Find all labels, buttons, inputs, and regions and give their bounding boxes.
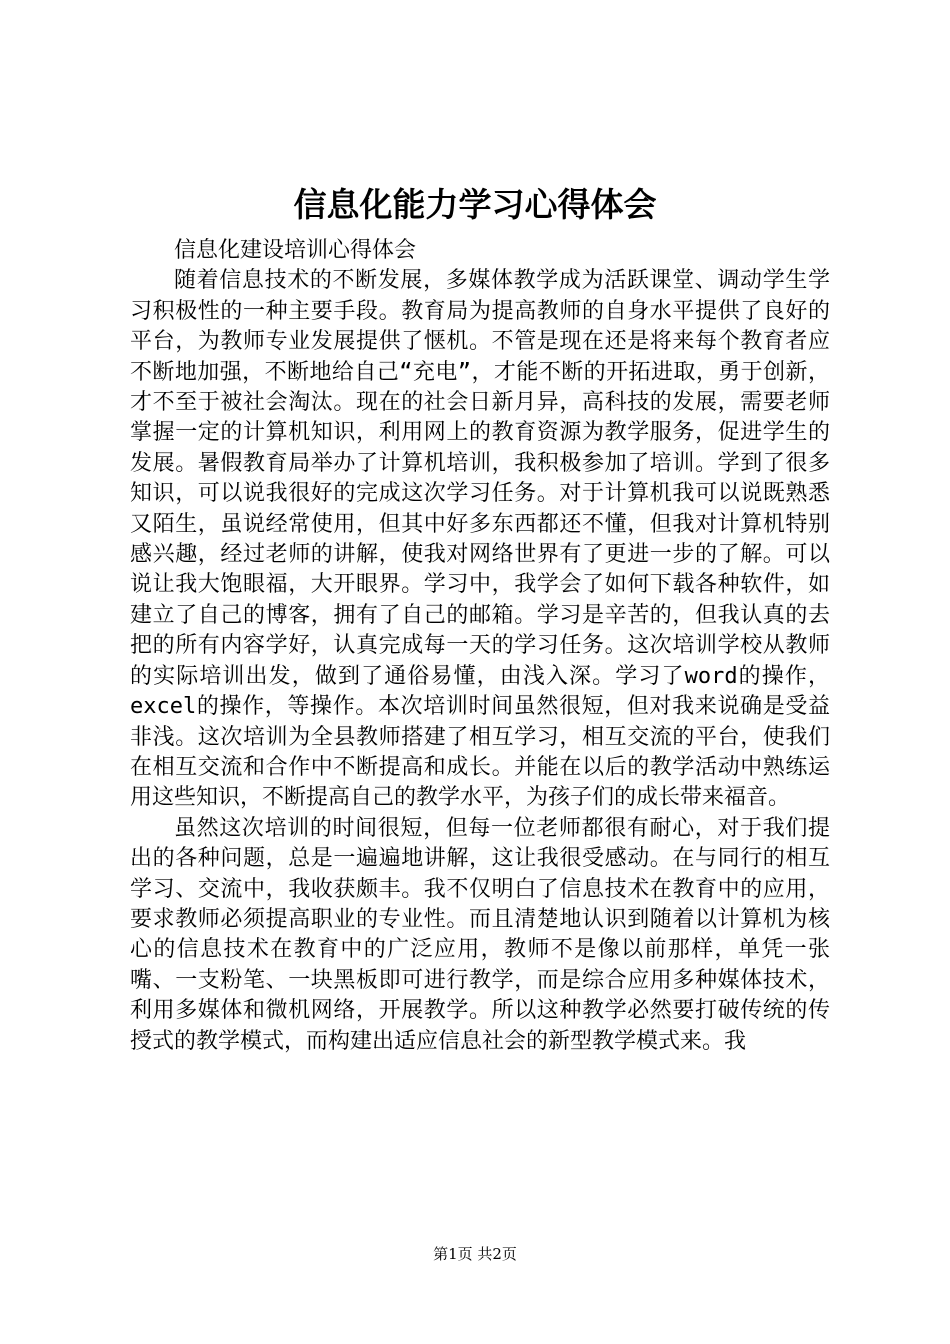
paragraph-2: 虽然这次培训的时间很短，但每一位老师都很有耐心，对于我们提出的各种问题，总是一遍遍地讲解，这让我很受感动。在与同行的相互学习、交流中，我收获颇丰。我不仅明白了信息技术在教育中的应用，要求教师必须提高职业的专业性。而且清楚地认识到随着以计算机为核心的信息技术在教育中的广泛应用，教师不是像以前那样，单凭一张嘴、一支粉笔、一块黑板即可进行教学，而是综合应用多种媒体技术，利用多媒体和微机网络，开展教学。所以这种教学必然要打破传统的传授式的教学模式，而构建出适应信息社会的新型教学模式来。我 (130, 815, 830, 1054)
document-body (130, 236, 830, 1057)
paragraph-subtitle: 信息化建设培训心得体会 (174, 238, 417, 263)
paragraph-1: 随着信息技术的不断发展，多媒体教学成为活跃课堂、调动学生学习积极性的一种主要手段。教育局为提高教师的自身水平提供了良好的平台，为教师专业发展提供了惬机。不管是现在还是将来每个教育者应不断地加强，不断地给自己“充电”，才能不断的开拓进取，勇于创新，才不至于被社会淘汰。现在的社会日新月异，高科技的发展，需要老师掌握一定的计算机知识，利用网上的教育资源为教学服务，促进学生的发展。暑假教育局举办了计算机培训，我积极参加了培训。学到了很多知识，可以说我很好的完成这次学习任务。对于计算机我可以说既熟悉又陌生，虽说经常使用，但其中好多东西都还不懂，但我对计算机特别感兴趣，经过老师的讲解，使我对网络世界有了更进一步的了解。可以说让我大饱眼福，大开眼界。学习中，我学会了如何下载各种软件，如建立了自己的博客，拥有了自己的邮箱。学习是辛苦的，但我认真的去把的所有内容学好，认真完成每一天的学习任务。这次培训学校从教师的实际培训出发，做到了通俗易懂，由浅入深。学习了word的操作，excel的操作，等操作。本次培训时间虽然很短，但对我来说确是受益非浅。这次培训为全县教师搭建了相互学习，相互交流的平台，使我们在相互交流和合作中不断提高和成长。并能在以后的教学活动中熟练运用这些知识，不断提高自己的教学水平，为孩子们的成长带来福音。 (130, 268, 830, 811)
page-footer: 第1页 共2页 (433, 1245, 517, 1263)
document-title: 信息化能力学习心得体会 (293, 185, 657, 224)
